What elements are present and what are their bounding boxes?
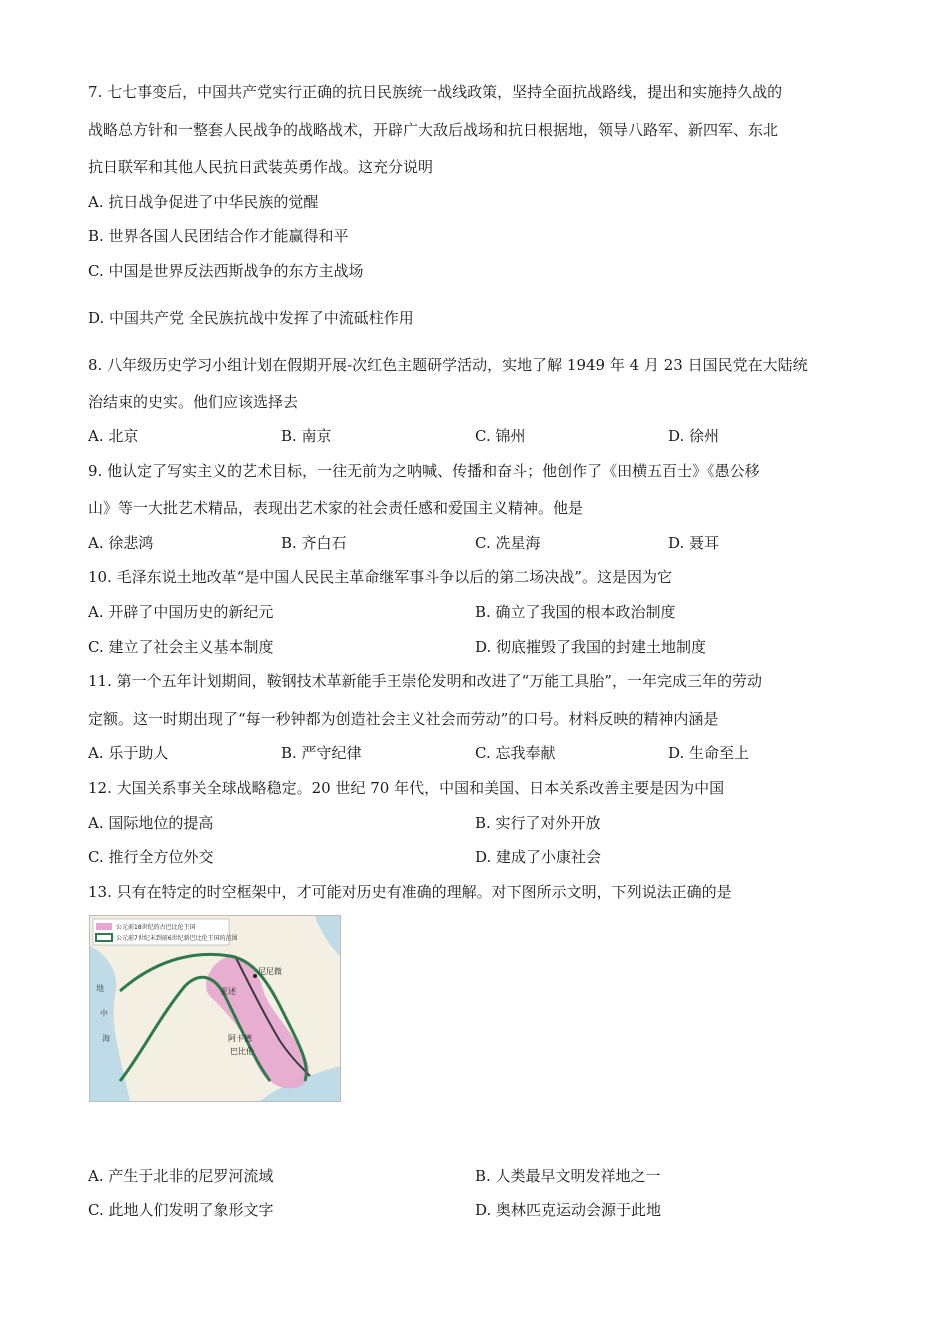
q9-option-d: D. 聂耳 <box>668 534 720 552</box>
q12-option-b: B. 实行了对外开放 <box>475 814 601 832</box>
label-babylon: 巴比伦 <box>230 1047 254 1056</box>
q12-option-d: D. 建成了小康社会 <box>475 848 602 866</box>
mesopotamia-map <box>89 915 341 1102</box>
q7-option-a: A. 抗日战争促进了中华民族的觉醒 <box>88 193 319 211</box>
q7-option-b: B. 世界各国人民团结合作才能赢得和平 <box>88 227 349 245</box>
q13-option-a: A. 产生于北非的尼罗河流域 <box>88 1167 274 1185</box>
q8-option-d: D. 徐州 <box>668 427 720 445</box>
q7-stem-line-2: 战略总方针和一整套人民战争的战略战术，开辟广大敌后战场和抗日根据地，领导八路军、新四军、东北 <box>88 121 779 139</box>
q8-option-a: A. 北京 <box>88 427 139 445</box>
q9-stem-line-2: 山》等一大批艺术精品，表现出艺术家的社会责任感和爱国主义精神。他是 <box>88 499 584 517</box>
label-akkad: 阿卡德 <box>228 1034 252 1043</box>
legend-label-old: 公元前18世纪的古巴比伦王国 <box>116 924 196 931</box>
label-sea-zhong: 中 <box>100 1009 108 1018</box>
q9-option-a: A. 徐悲鸿 <box>88 534 154 552</box>
q8-stem-line-2: 治结束的史实。他们应该选择去 <box>88 393 299 411</box>
q8-option-c: C. 锦州 <box>475 427 526 445</box>
q9-option-c: C. 冼星海 <box>475 534 541 552</box>
q7-option-d: D. 中国共产党 全民族抗战中发挥了中流砥柱作用 <box>88 309 414 327</box>
q12-option-a: A. 国际地位的提高 <box>88 814 214 832</box>
q12-stem-line-1: 12. 大国关系事关全球战略稳定。20 世纪 70 年代，中国和美国、日本关系改善主要是因为中国 <box>88 779 725 797</box>
map-graphic <box>90 916 340 1101</box>
q10-option-c: C. 建立了社会主义基本制度 <box>88 638 274 656</box>
label-assyria: 亚述 <box>220 987 236 996</box>
legend-label-new: 公元前7世纪末到前6世纪新巴比伦王国的范围 <box>116 935 238 942</box>
q10-stem-line-1: 10. 毛泽东说土地改革“是中国人民民主革命继军事斗争以后的第二场决战”。这是因为它 <box>88 568 672 586</box>
q11-option-d: D. 生命至上 <box>668 744 750 762</box>
q11-stem-line-2: 定额。这一时期出现了“每一秒钟都为创造社会主义社会而劳动”的口号。材料反映的精神内涵是 <box>88 710 719 728</box>
q8-stem-line-1: 8. 八年级历史学习小组计划在假期开展-次红色主题研学活动，实地了解 1949 年 4 月 23 日国民党在大陆统 <box>88 356 808 374</box>
q11-option-c: C. 忘我奉献 <box>475 744 556 762</box>
q7-stem-line-3: 抗日联军和其他人民抗日武装英勇作战。这充分说明 <box>88 158 434 176</box>
q11-option-a: A. 乐于助人 <box>88 744 169 762</box>
q9-stem-line-1: 9. 他认定了写实主义的艺术目标，一往无前为之呐喊、传播和奋斗；他创作了《田横五百士》《愚公移 <box>88 462 760 480</box>
q12-option-c: C. 推行全方位外交 <box>88 848 214 866</box>
q9-option-b: B. 齐白石 <box>281 534 347 552</box>
q13-option-c: C. 此地人们发明了象形文字 <box>88 1201 274 1219</box>
label-sea-hai: 海 <box>102 1034 110 1043</box>
nineveh-dot <box>253 974 257 978</box>
q10-option-b: B. 确立了我国的根本政治制度 <box>475 603 676 621</box>
q10-option-a: A. 开辟了中国历史的新纪元 <box>88 603 274 621</box>
legend-swatch-old <box>96 923 112 930</box>
q13-stem-line-1: 13. 只有在特定的时空框架中，才可能对历史有准确的理解。对下图所示文明，下列说法正确的是 <box>88 883 732 901</box>
q7-stem-line-1: 7. 七七事变后，中国共产党实行正确的抗日民族统一战线政策，坚持全面抗战路线，提出和实施持久战的 <box>88 83 783 101</box>
q7-option-c: C. 中国是世界反法西斯战争的东方主战场 <box>88 262 364 280</box>
q8-option-b: B. 南京 <box>281 427 332 445</box>
q13-option-d: D. 奥林匹克运动会源于此地 <box>475 1201 662 1219</box>
q10-option-d: D. 彻底摧毁了我国的封建土地制度 <box>475 638 707 656</box>
label-nineveh: 尼尼微 <box>258 967 282 976</box>
q11-option-b: B. 严守纪律 <box>281 744 362 762</box>
q13-option-b: B. 人类最早文明发祥地之一 <box>475 1167 661 1185</box>
label-sea-di: 地 <box>96 984 104 993</box>
q11-stem-line-1: 11. 第一个五年计划期间，鞍钢技术革新能手王崇伦发明和改进了“万能工具胎”，一年完成三年的劳动 <box>88 672 762 690</box>
